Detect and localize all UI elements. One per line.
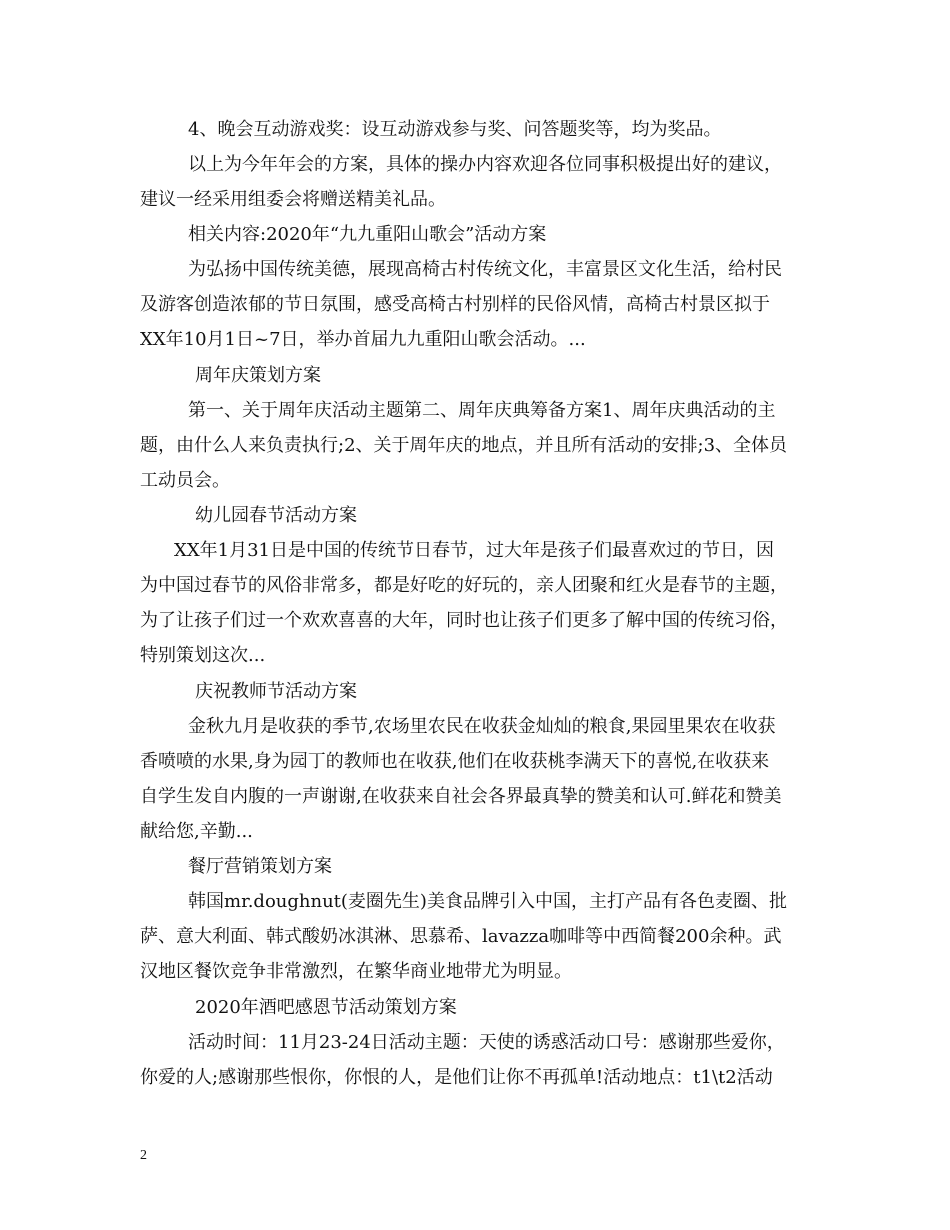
body-line: XX年10月1日~7日，举办首届九九重阳山歌会活动。... — [140, 329, 586, 350]
body-line: 以上为今年年会的方案，具体的操办内容欢迎各位同事积极提出好的建议， — [188, 154, 782, 175]
body-line: 自学生发自内腹的一声谢谢,在收获来自社会各界最真挚的赞美和认可.鲜花和赞美 — [140, 786, 782, 807]
body-line: XX年1月31日是中国的传统节日春节，过大年是孩子们最喜欢过的节日，因 — [174, 540, 774, 561]
body-line: 工动员会。 — [140, 470, 230, 491]
section-heading: 餐厅营销策划方案 — [188, 856, 332, 877]
page-number: 2 — [140, 1148, 147, 1163]
section-heading: 相关内容:2020年“九九重阳山歌会”活动方案 — [188, 224, 547, 245]
body-line: 为弘扬中国传统美德，展现高椅古村传统文化，丰富景区文化生活，给村民 — [188, 259, 782, 280]
section-heading: 周年庆策划方案 — [195, 365, 321, 386]
section-heading: 幼儿园春节活动方案 — [195, 505, 357, 526]
body-line: 为中国过春节的风俗非常多，都是好吃的好玩的，亲人团聚和红火是春节的主题， — [140, 575, 788, 596]
body-line: 韩国mr.doughnut(麦圈先生)美食品牌引入中国，主打产品有各色麦圈、批 — [188, 891, 787, 912]
body-line: 萨、意大利面、韩式酸奶冰淇淋、思慕希、lavazza咖啡等中西简餐200余种。武 — [140, 926, 782, 947]
body-line: 第一、关于周年庆活动主题第二、周年庆典筹备方案1、周年庆典活动的主 — [188, 400, 776, 421]
body-line: 题，由什么人来负责执行;2、关于周年庆的地点，并且所有活动的安排;3、全体员 — [140, 435, 788, 456]
body-line: 你爱的人;感谢那些恨你，你恨的人，是他们让你不再孤单!活动地点：t1\t2活动 — [140, 1067, 773, 1088]
section-heading: 2020年酒吧感恩节活动策划方案 — [195, 997, 457, 1018]
body-line: 建议一经采用组委会将赠送精美礼品。 — [140, 189, 446, 210]
body-line: 4、晚会互动游戏奖：设互动游戏参与奖、问答题奖等，均为奖品。 — [188, 119, 722, 140]
body-line: 香喷喷的水果,身为园丁的教师也在收获,他们在收获桃李满天下的喜悦,在收获来 — [140, 751, 770, 772]
body-line: 为了让孩子们过一个欢欢喜喜的大年，同时也让孩子们更多了解中国的传统习俗， — [140, 610, 788, 631]
body-line: 金秋九月是收获的季节,农场里农民在收获金灿灿的粮食,果园里果农在收获 — [188, 716, 776, 737]
body-line: 献给您,辛勤... — [140, 821, 253, 842]
body-line: 活动时间：11月23-24日活动主题：天使的诱惑活动口号：感谢那些爱你， — [188, 1032, 785, 1053]
body-line: 特别策划这次... — [140, 645, 266, 666]
body-line: 及游客创造浓郁的节日氛围，感受高椅古村别样的民俗风情，高椅古村景区拟于 — [140, 294, 770, 315]
section-heading: 庆祝教师节活动方案 — [195, 681, 357, 702]
body-line: 汉地区餐饮竞争非常激烈，在繁华商业地带尤为明显。 — [140, 961, 572, 982]
